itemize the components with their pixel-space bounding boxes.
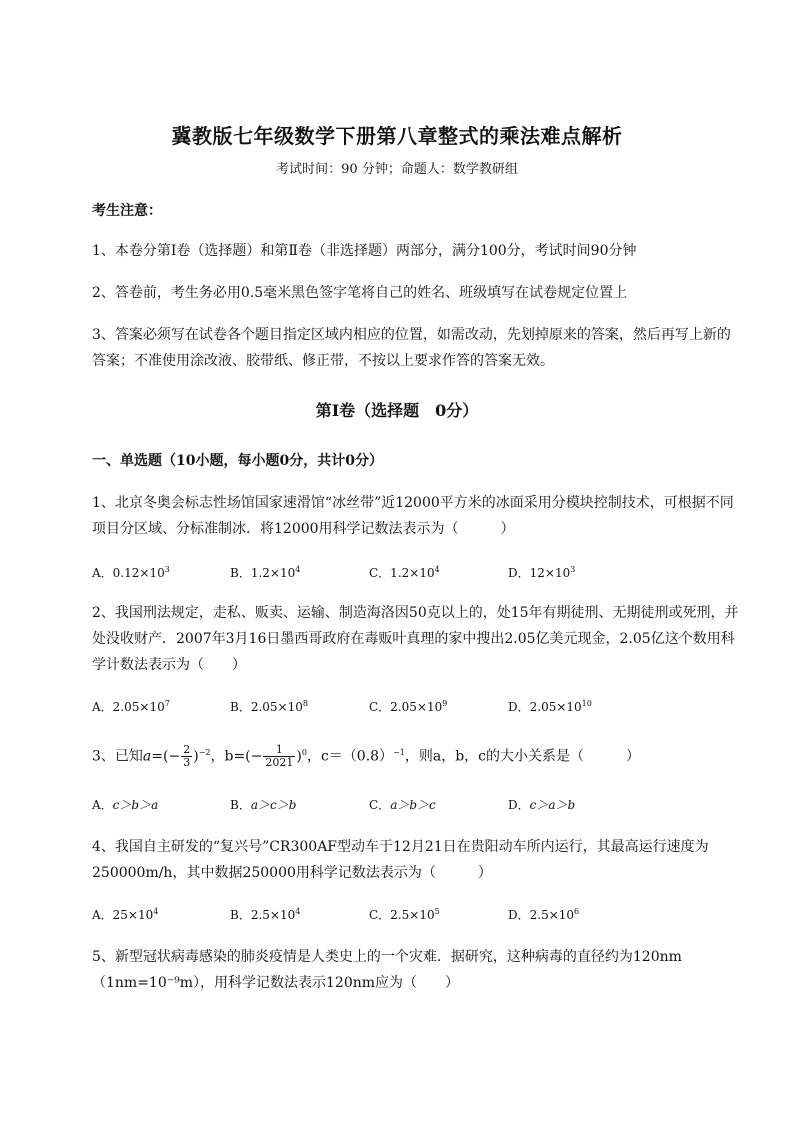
notice-item-2: 2、答卷前，考生务必用0.5毫米黑色签字笔将自己的姓名、班级填写在试卷规定位置上 [92,285,628,301]
question-4-stem: 4、我国自主研发的“复兴号”CR300AF型动车于12月21日在贵阳动车所内运行，其最高运行速度为250000m/h，其中数据250000用科学记数法表示为（ ） [92,839,709,881]
option-b: B．$2.05\times 10^8$ [230,699,308,714]
notice-item-1: 1、本卷分第Ⅰ卷（选择题）和第Ⅱ卷（非选择题）两部分，满分100分，考试时间90分钟 [92,243,637,259]
option-a: A．$2.05\times 10^7$ [92,699,170,714]
section-title: 第Ⅰ卷（选择题 0分） [315,401,479,420]
option-d: D．$2.5\times 10^6$ [508,907,580,922]
question-3-stem: 3、已知a=(− $\frac{2}{3}$ )$^{-2}$，b=(− $\frac{1}{2021}$ )$^0$，$c=(0.8)^{-1}$，则a，b，c的大小关系是（ ） [92,743,641,770]
exam-info: 考试时间：90 分钟；命题人：数学教研组 [276,162,518,177]
page-title: 冀教版七年级数学下册第八章整式的乘法难点解析 [171,124,623,148]
question-5-stem: 5、新型冠状病毒感染的肺炎疫情是人类史上的一个灾难．据研究，这种病毒的直径约为120nm（1nm=10⁻⁹m），用科学记数法表示120nm应为（ ） [92,949,682,991]
question-2-options [92,698,742,718]
question-1-options [92,564,742,584]
option-d: D．$12\times 10^3$ [508,565,576,580]
option-b: B．$1.2\times 10^4$ [230,565,301,580]
part-title: 一、单选题（10小题，每小题0分，共计0分） [92,453,383,469]
option-a: A．c＞b＞a [92,798,159,812]
question-3-options [92,796,742,816]
question-1-stem: 1、北京冬奥会标志性场馆国家速滑馆“冰丝带”近12000平方米的冰面采用分模块控制技术，可根据不同项目分区域、分标准制冰．将12000用科学记数法表示为（ ） [92,495,734,537]
option-c: C．$2.05\times 10^9$ [369,699,448,714]
option-c: C．a＞b＞c [369,798,436,812]
question-2-stem: 2、我国刑法规定，走私、贩卖、运输、制造海洛因50克以上的，处15年有期徒刑、无期徒刑或死刑，并处没收财产．2007年3月16日墨西哥政府在毒贩叶真理的家中搜出2.05亿美元现金，2.05亿这个数用科学计数法表示为（ ） [92,605,739,673]
option-a: A．$25\times 10^4$ [92,907,159,922]
option-d: D．$2.05\times 10^{10}$ [508,699,592,714]
fraction-a: $\frac{2}{3}$ [183,743,191,770]
notice-item-3: 3、答案必须写在试卷各个题目指定区域内相应的位置，如需改动，先划掉原来的答案，然后再写上新的答案；不准使用涂改液、胶带纸、修正带，不按以上要求作答的答案无效。 [92,327,731,369]
notice-heading: 考生注意： [92,203,162,219]
option-a: A．$0.12\times 10^3$ [92,565,170,580]
fraction-b: $\frac{1}{2021}$ [265,743,294,770]
option-c: C．$1.2\times 10^4$ [369,565,440,580]
option-b: B．a＞c＞b [230,798,297,812]
option-d: D．c＞a＞b [508,798,576,812]
option-c: C．$2.5\times 10^5$ [369,907,440,922]
question-4-options [92,906,742,926]
option-b: B．$2.5\times 10^4$ [230,907,301,922]
